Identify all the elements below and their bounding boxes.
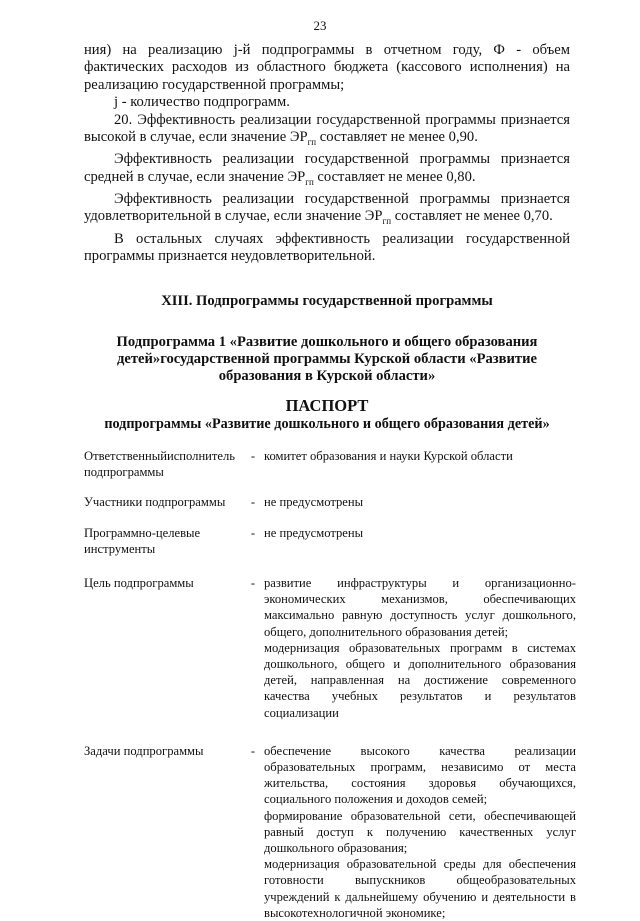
- paragraph-text: составляет не менее 0,90.: [316, 129, 478, 146]
- section-title: XIII. Подпрограммы государственной программы: [161, 292, 493, 309]
- paragraph-text: составляет не менее 0,70.: [391, 208, 553, 225]
- passport-value-line: развитие инфраструктуры и организационно-экономических механизмов, обеспечивающих максимально равную доступность услуг дошкольного, общего, дополнительного образования детей;: [264, 576, 576, 639]
- paragraph-text: 20. Эффективность реализации государственной программы признается высокой в случае, если значение ЭР: [84, 111, 570, 146]
- paragraph-text: Эффективность реализации государственной программы признается удовлетворительной в случае, если значение ЭР: [84, 191, 570, 225]
- passport-value-line: формирование образовательной сети, обеспечивающей равный доступ к получению качественных услуг дошкольного образования;: [264, 808, 576, 856]
- passport-value-line: обеспечение высокого качества реализации образовательных программ, независимо от места жительства, состояния здоровья обучающихся, социального положения и доходов семей;: [264, 743, 576, 807]
- passport-row-label: Ответственныйисполнитель подпрограммы: [84, 449, 236, 480]
- passport-row: [84, 494, 576, 510]
- passport-row-label: Программно-целевые инструменты: [84, 525, 201, 556]
- passport-value-line: не предусмотрены: [264, 525, 364, 540]
- passport-row: [84, 448, 576, 480]
- passport-row-value: [264, 448, 576, 480]
- paragraph: [84, 151, 570, 191]
- document-body: [84, 42, 570, 434]
- passport-row-value: [264, 494, 576, 510]
- paragraph: ния) на реализацию j-й подпрограммы в отчетном году, Ф - объем фактических расходов из областного бюджета (кассового исполнения) на реализацию государственной программы;: [84, 42, 570, 93]
- passport-row: [84, 575, 576, 721]
- paragraph: [84, 112, 570, 152]
- page-number: 23: [313, 18, 327, 33]
- paragraph: В остальных случаях эффективность реализации государственной программы признается неудовлетворительной.: [84, 230, 570, 265]
- passport-row-value: [264, 575, 576, 721]
- passport-row-dash: -: [250, 449, 256, 463]
- passport-table: [84, 434, 576, 921]
- paragraph-text: Эффективность реализации государственной программы признается средней в случае, если значение ЭР: [84, 151, 570, 185]
- passport-row-dash: -: [250, 576, 256, 591]
- subscript: гп: [382, 216, 392, 227]
- passport-value-line: модернизация образовательной среды для обеспечения готовности выпускников общеобразовательных учреждений к дальнейшему обучению и деятельности в высокотехнологичной экономике;: [264, 857, 576, 920]
- passport-row-value: [264, 743, 576, 921]
- passport-row-label: Участники подпрограммы: [84, 495, 226, 510]
- paragraph: [84, 191, 570, 231]
- passport-row: [84, 525, 576, 557]
- paragraph: j - количество подпрограмм.: [114, 94, 290, 111]
- subprogram-title: Подпрограмма 1 «Развитие дошкольного и общего образования детей»государственной программы Курской области «Развитие образования в Курской области»: [116, 334, 538, 384]
- passport-title: ПАСПОРТ: [285, 396, 369, 415]
- passport-row-label: Задачи подпрограммы: [84, 743, 204, 758]
- passport-row-value: [264, 525, 576, 557]
- paragraph-text: составляет не менее 0,80.: [313, 168, 476, 185]
- passport-row-label: Цель подпрограммы: [84, 576, 194, 591]
- passport-value-line: комитет образования и науки Курской области: [264, 449, 513, 463]
- passport-value-line: модернизация образовательных программ в системах дошкольного, общего и дополнительного образования детей, направленная на достижение современного качества учебных результатов и результатов социализации: [264, 640, 576, 720]
- passport-row-dash: -: [250, 525, 256, 540]
- passport-subtitle: подпрограммы «Развитие дошкольного и общего образования детей»: [104, 416, 550, 433]
- passport-value-line: не предусмотрены: [264, 495, 364, 510]
- passport-row: [84, 743, 576, 921]
- subscript: гп: [307, 136, 317, 147]
- passport-row-dash: -: [250, 743, 256, 758]
- subscript: гп: [305, 176, 314, 187]
- passport-row-dash: -: [250, 495, 256, 510]
